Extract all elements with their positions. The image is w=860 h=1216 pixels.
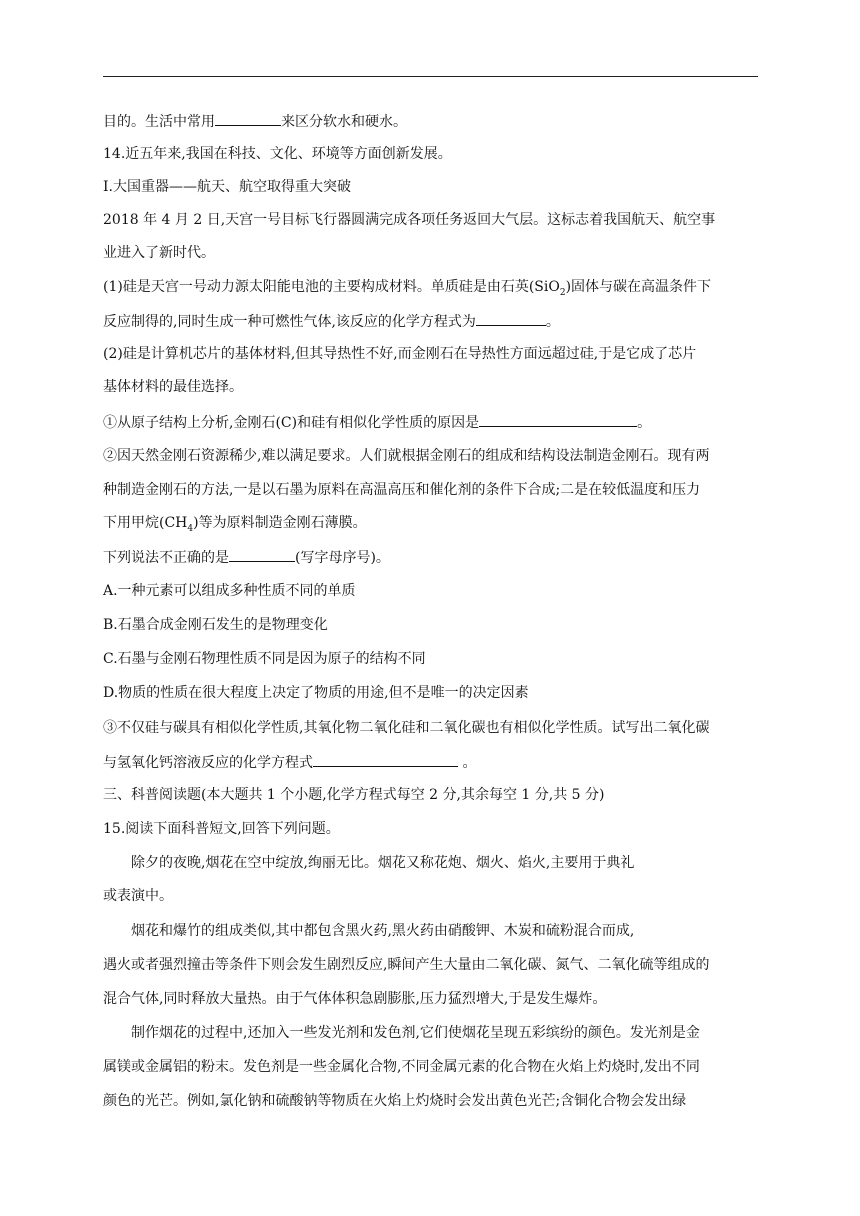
text-line: 颜色的光芒。例如,氯化钠和硫酸钠等物质在火焰上灼烧时会发出黄色光芒;含铜化合物会发出绿 bbox=[103, 1093, 687, 1109]
text-line: (2)硅是计算机芯片的基体材料,但其导热性不好,而金刚石在导热性方面远超过硅,于是它成了芯片 bbox=[103, 346, 697, 362]
text-line: 烟花和爆竹的组成类似,其中都包含黑火药,黑火药由硝酸钾、木炭和硫粉混合而成, bbox=[131, 923, 635, 939]
subsection-heading: I.大国重器——航天、航空取得重大突破 bbox=[103, 179, 351, 195]
text-line: 基体材料的最佳选择。 bbox=[103, 379, 243, 395]
text-line: 或表演中。 bbox=[103, 888, 173, 904]
text-line: ③不仅硅与碳具有相似化学性质,其氧化物二氧化硅和二氧化碳也有相似化学性质。试写出二氧化碳 bbox=[103, 720, 710, 736]
text-line: 2018 年 4 月 2 日,天宫一号目标飞行器圆满完成各项任务返回大气层。这标志着我国航天、航空事 bbox=[103, 212, 716, 228]
text-line: ②因天然金刚石资源稀少,难以满足要求。人们就根据金刚石的组成和结构设法制造金刚石。现有两 bbox=[103, 448, 710, 464]
header-rule bbox=[103, 76, 758, 77]
answer-blank[interactable] bbox=[476, 311, 546, 326]
option-a: A.一种元素可以组成多种性质不同的单质 bbox=[103, 583, 356, 599]
option-c: C.石墨与金刚石物理性质不同是因为原子的结构不同 bbox=[103, 651, 426, 667]
text-line: 下用甲烷$(CH_4)$等为原料制造金刚石薄膜。 bbox=[103, 515, 367, 534]
question-15-title: 15.阅读下面科普短文,回答下列问题。 bbox=[103, 821, 340, 837]
question-14-title: 14.近五年来,我国在科技、文化、环境等方面创新发展。 bbox=[103, 146, 452, 162]
section-heading: 三、科普阅读题(本大题共 1 个小题,化学方程式每空 2 分,其余每空 1 分,共 5 分) bbox=[103, 787, 605, 803]
answer-blank[interactable] bbox=[479, 412, 637, 427]
answer-blank[interactable] bbox=[215, 111, 281, 126]
text-line: 目的。生活中常用 来区分软水和硬水。 bbox=[103, 111, 407, 132]
text-line: 下列说法不正确的是 (写字母序号)。 bbox=[103, 547, 390, 568]
option-b: B.石墨合成金刚石发生的是物理变化 bbox=[103, 617, 328, 633]
text-line: ①从原子结构上分析,金刚石(C)和硅有相似化学性质的原因是 。 bbox=[103, 412, 651, 433]
text-line: 除夕的夜晚,烟花在空中绽放,绚丽无比。烟花又称花炮、烟火、焰火,主要用于典礼 bbox=[131, 855, 635, 871]
text-line: 反应制得的,同时生成一种可燃性气体,该反应的化学方程式为 。 bbox=[103, 311, 560, 332]
text-line: 混合气体,同时释放大量热。由于气体体积急剧膨胀,压力猛烈增大,于是发生爆炸。 bbox=[103, 991, 607, 1007]
text-line: 属镁或金属铝的粉末。发色剂是一些金属化合物,不同金属元素的化合物在火焰上灼烧时,发出不同 bbox=[103, 1059, 700, 1075]
answer-blank[interactable] bbox=[229, 547, 295, 562]
text-line: 与氢氧化钙溶液反应的化学方程式 。 bbox=[103, 752, 476, 773]
text-line: 制作烟花的过程中,还加入一些发光剂和发色剂,它们使烟花呈现五彩缤纷的颜色。发光剂是金 bbox=[131, 1025, 700, 1041]
text-line: (1)硅是天宫一号动力源太阳能电池的主要构成材料。单质硅是由石英(SiO$_2$)固体与碳在高温条件下 bbox=[103, 279, 712, 298]
text-line: 种制造金刚石的方法,一是以石墨为原料在高温高压和催化剂的条件下合成;二是在较低温度和压力 bbox=[103, 482, 701, 498]
option-d: D.物质的性质在很大程度上决定了物质的用途,但不是唯一的决定因素 bbox=[103, 685, 529, 701]
text-line: 遇火或者强烈撞击等条件下则会发生剧烈反应,瞬间产生大量由二氧化碳、氮气、二氧化硫等组成的 bbox=[103, 957, 710, 973]
text-line: 业进入了新时代。 bbox=[103, 245, 215, 261]
answer-blank[interactable] bbox=[313, 752, 458, 767]
